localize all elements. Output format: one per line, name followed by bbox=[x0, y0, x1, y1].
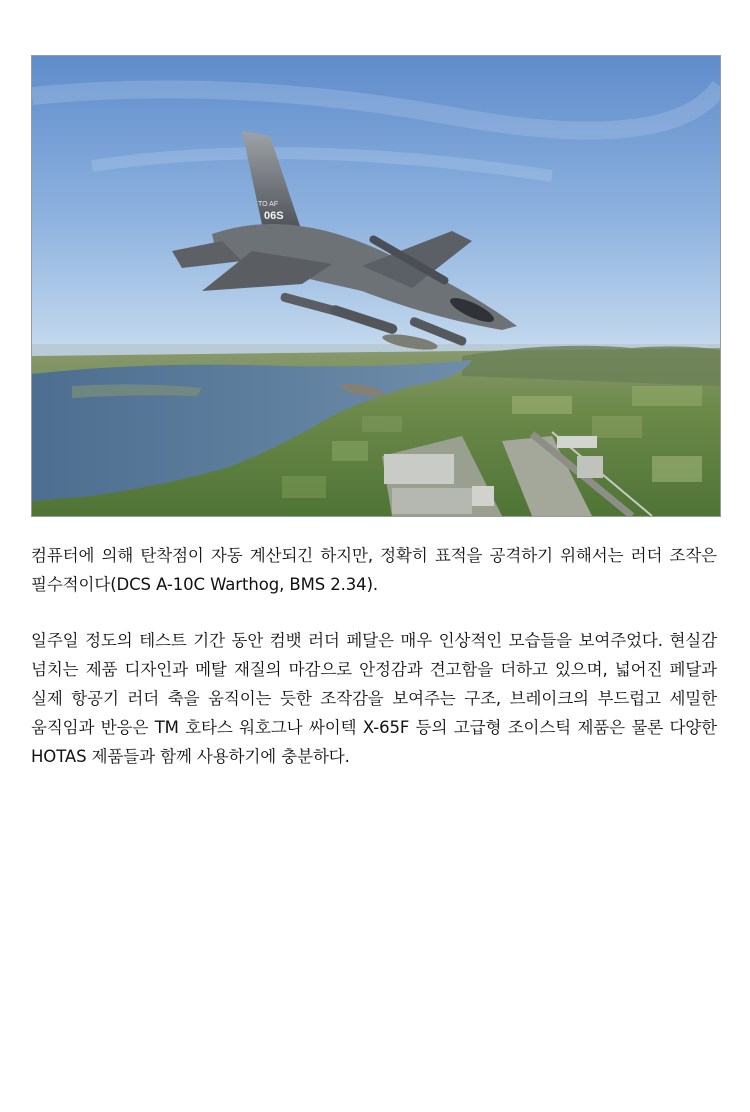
aircraft-tail-text: TO AF bbox=[258, 201, 279, 208]
f16-bombing-run-image bbox=[32, 56, 720, 516]
body-paragraph: 일주일 정도의 테스트 기간 동안 컴뱃 러더 페달은 매우 인상적인 모습들을 보여주었다. 현실감 넘치는 제품 디자인과 메탈 재질의 마감으로 안정감과 견고함을 더하고 있으며, 넓어진 페달과 실제 항공기 러더 축을 움직이는 듯한 조작감을 보여주는 구조, 브레이크의 부드럽고 세밀한 움직임과 반응은 TM 호타스 워호그나 싸이텍 X-65F 등의 고급형 조이스틱 제품은 물론 다양한 HOTAS 제품들과 함께 사용하기에 충분하다. bbox=[31, 631, 717, 766]
aircraft-tail-code: 06S bbox=[264, 210, 284, 222]
figure-caption: 컴퓨터에 의해 탄착점이 자동 계산되긴 하지만, 정확히 표적을 공격하기 위해서는 러더 조작은 필수적이다(DCS A-10C Warthog, BMS 2.34). bbox=[31, 546, 717, 594]
flight-sim-screenshot bbox=[31, 55, 721, 517]
